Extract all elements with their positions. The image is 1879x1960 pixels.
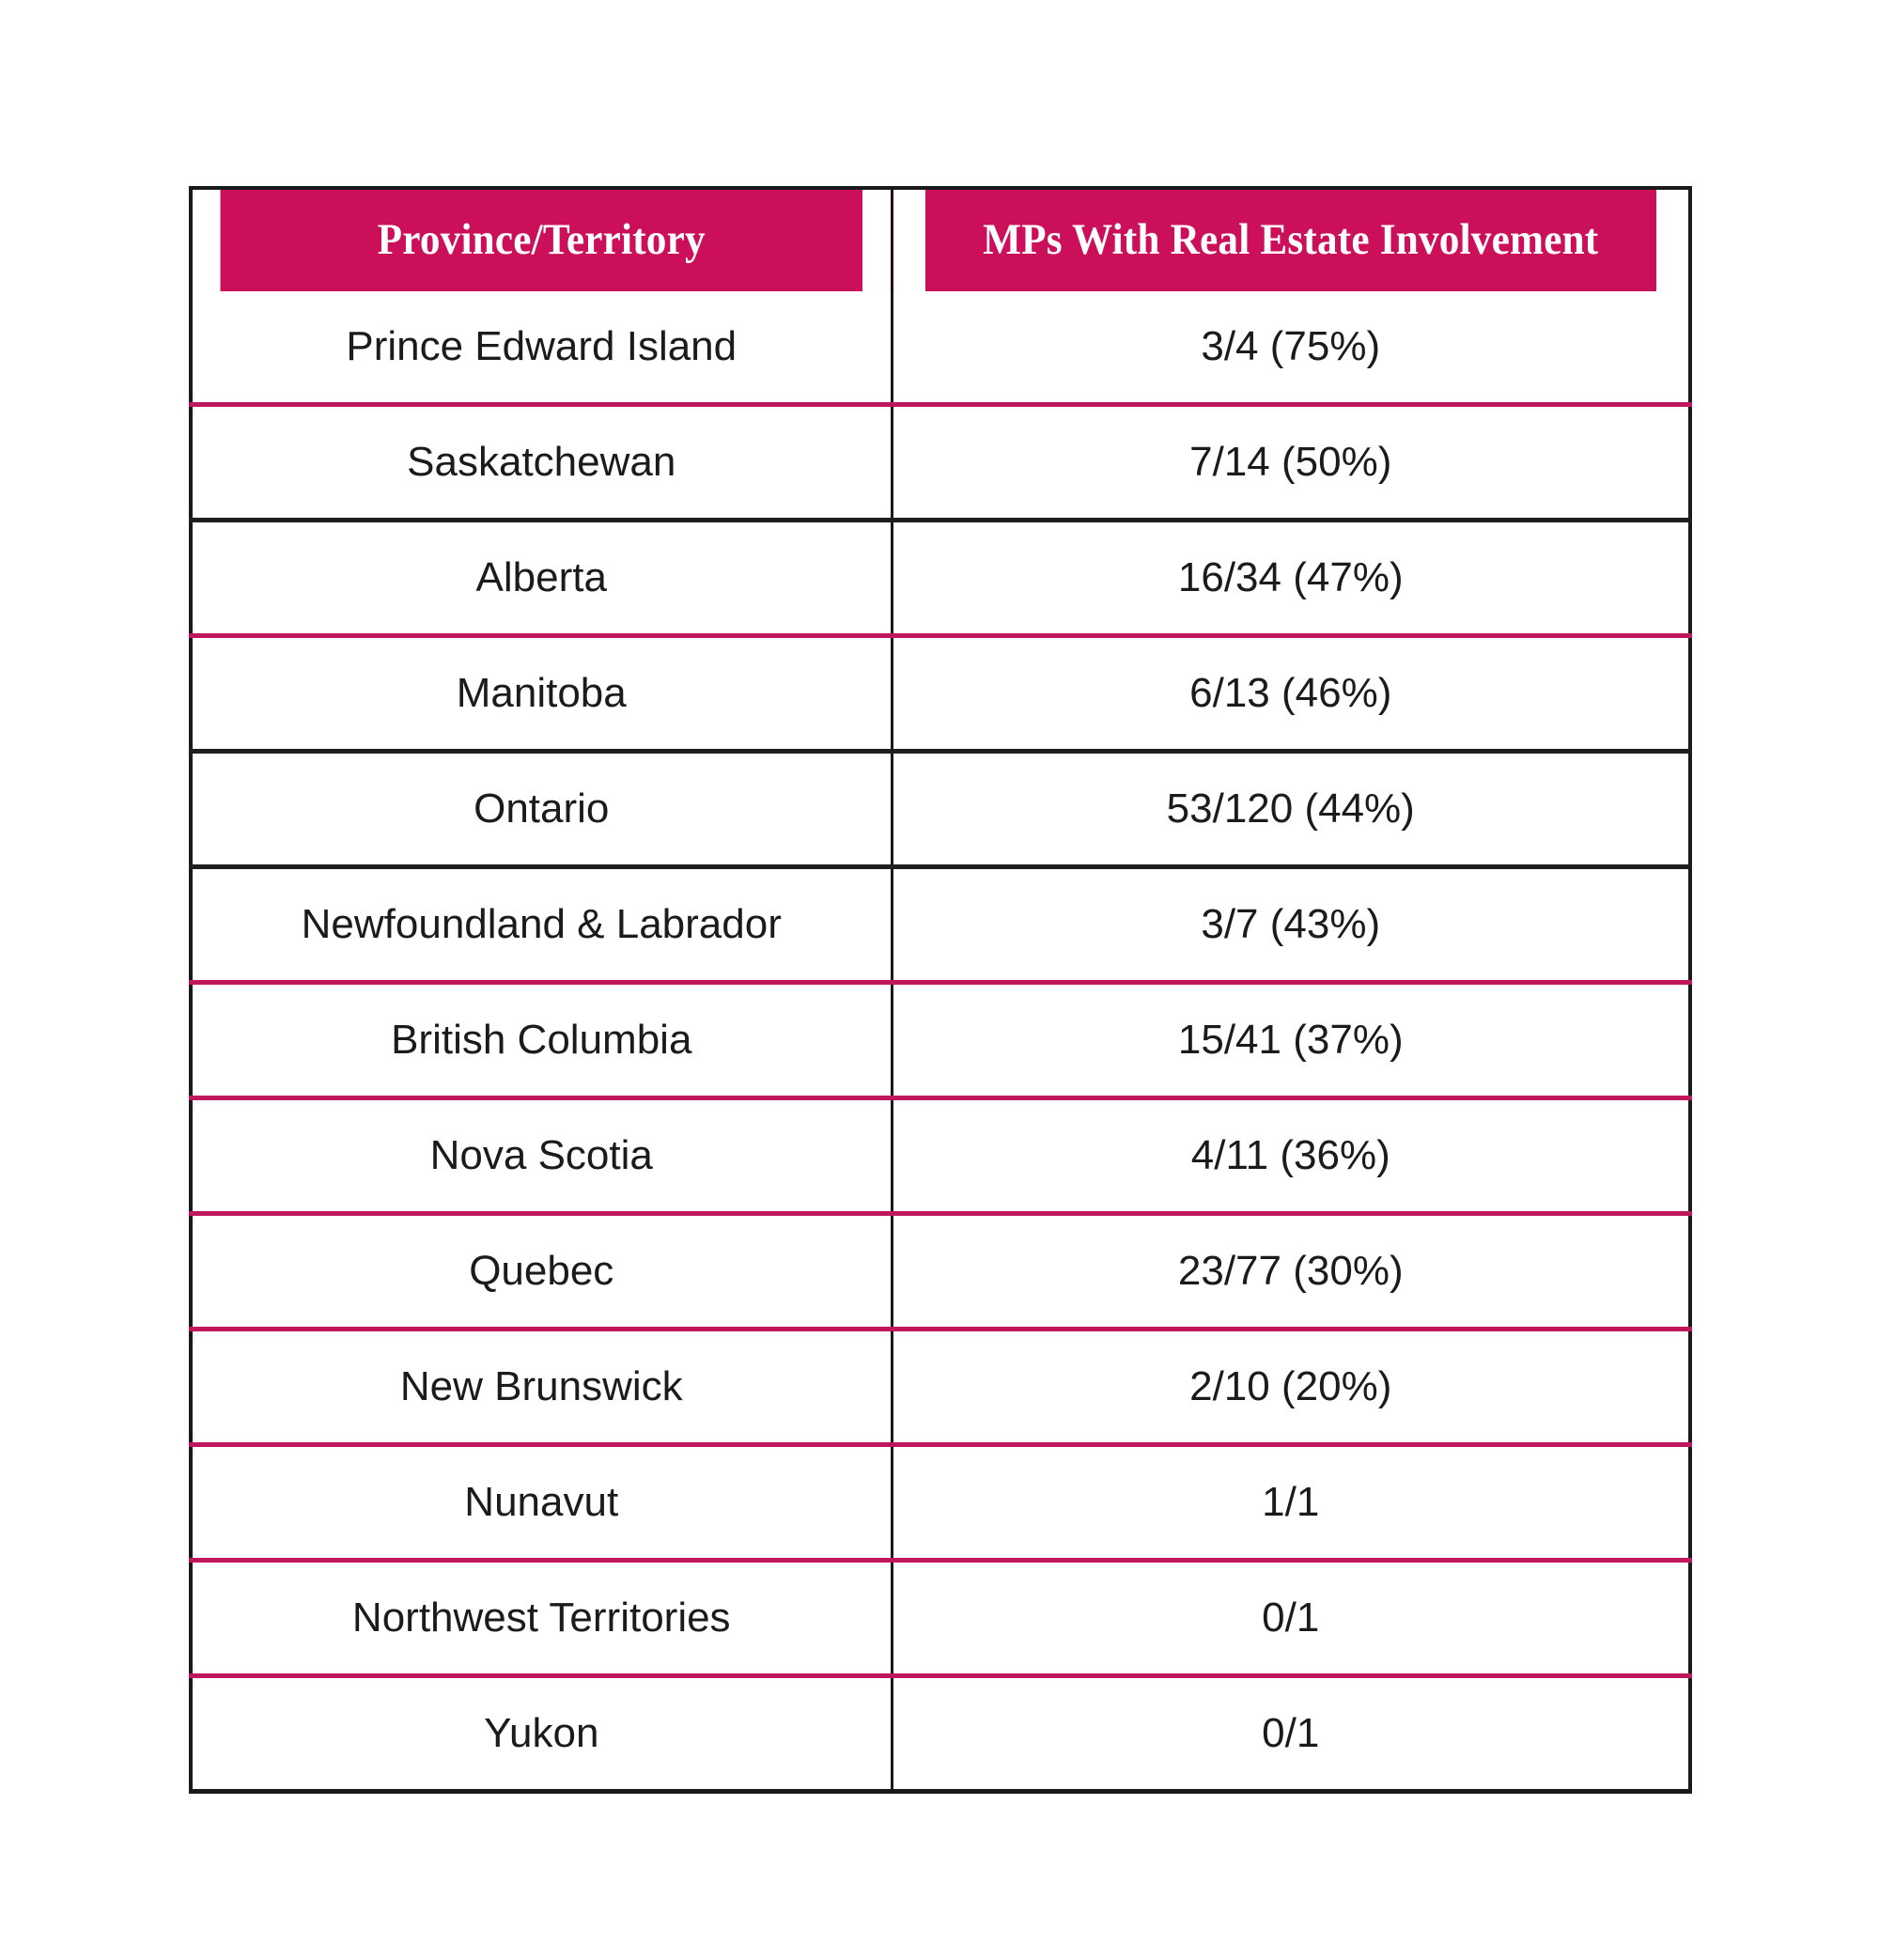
table-row	[191, 405, 1690, 521]
cell-province: Saskatchewan	[191, 405, 892, 521]
table-row	[191, 1676, 1690, 1792]
table-header-row	[191, 188, 1690, 291]
column-header-province: Province/Territory	[219, 188, 863, 291]
cell-value: 2/10 (20%)	[892, 1330, 1690, 1445]
cell-province: Nunavut	[191, 1445, 892, 1561]
cell-province: Manitoba	[191, 636, 892, 752]
cell-province: Quebec	[191, 1214, 892, 1330]
cell-province: Nova Scotia	[191, 1098, 892, 1214]
table-row	[191, 1561, 1690, 1676]
cell-value: 23/77 (30%)	[892, 1214, 1690, 1330]
cell-province: Alberta	[191, 521, 892, 636]
cell-value: 0/1	[892, 1561, 1690, 1676]
cell-value: 0/1	[892, 1676, 1690, 1792]
cell-value: 7/14 (50%)	[892, 405, 1690, 521]
cell-value: 1/1	[892, 1445, 1690, 1561]
column-header-value: MPs With Real Estate Involvement	[924, 188, 1658, 291]
cell-province: Prince Edward Island	[191, 291, 892, 405]
table-row	[191, 1214, 1690, 1330]
table-body	[191, 291, 1690, 1792]
cell-value: 15/41 (37%)	[892, 983, 1690, 1098]
table-row	[191, 983, 1690, 1098]
table-row	[191, 1445, 1690, 1561]
table-row	[191, 1330, 1690, 1445]
cell-value: 16/34 (47%)	[892, 521, 1690, 636]
table-row	[191, 752, 1690, 867]
table-container	[189, 186, 1688, 1794]
cell-province: Northwest Territories	[191, 1561, 892, 1676]
cell-value: 3/4 (75%)	[892, 291, 1690, 405]
table-row	[191, 867, 1690, 983]
cell-value: 6/13 (46%)	[892, 636, 1690, 752]
cell-province: Ontario	[191, 752, 892, 867]
cell-province: Yukon	[191, 1676, 892, 1792]
cell-value: 53/120 (44%)	[892, 752, 1690, 867]
table-row	[191, 636, 1690, 752]
table-row	[191, 291, 1690, 405]
table-row	[191, 521, 1690, 636]
table-row	[191, 1098, 1690, 1214]
cell-value: 4/11 (36%)	[892, 1098, 1690, 1214]
cell-province: Newfoundland & Labrador	[191, 867, 892, 983]
cell-province: New Brunswick	[191, 1330, 892, 1445]
cell-province: British Columbia	[191, 983, 892, 1098]
table-header	[191, 188, 1690, 291]
mps-real-estate-table	[189, 186, 1692, 1794]
cell-value: 3/7 (43%)	[892, 867, 1690, 983]
